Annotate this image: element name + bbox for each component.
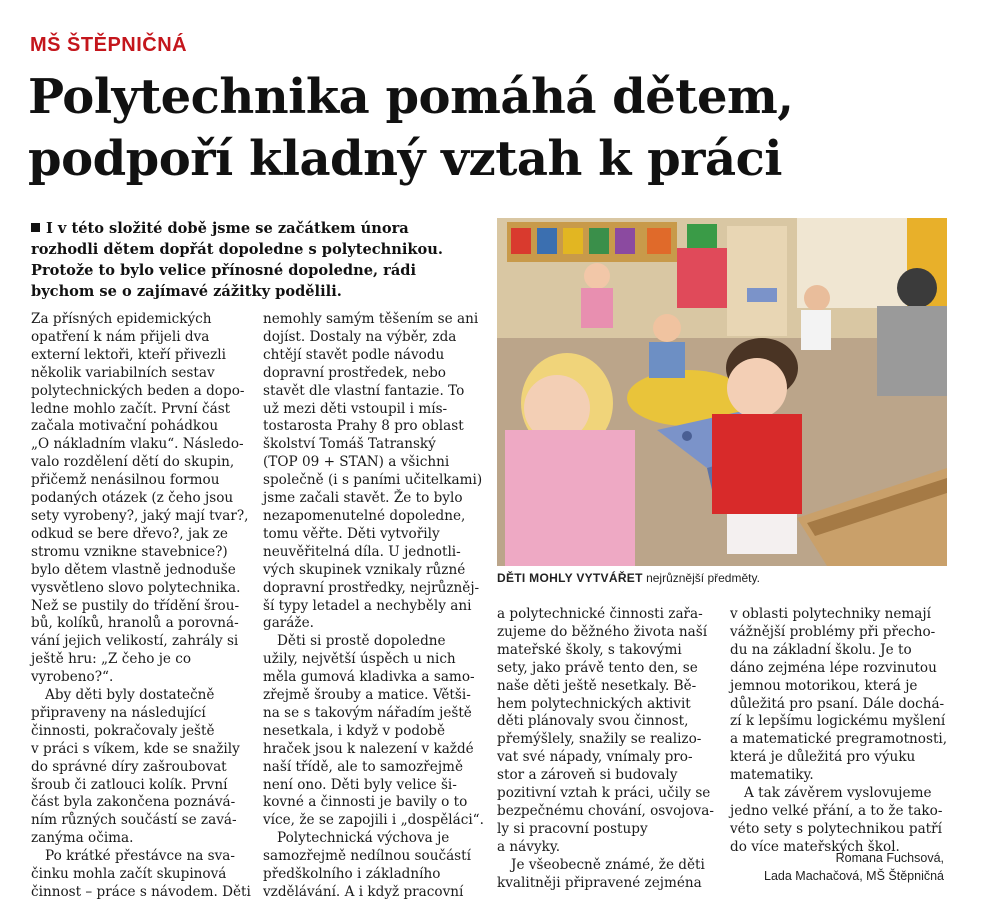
text-line: A tak závěrem vyslovujeme bbox=[744, 785, 932, 802]
headline-line-2: podpoří kladný vztah k práci bbox=[28, 131, 783, 187]
text-line: ly si pracovní postupy bbox=[497, 820, 648, 837]
text-line: garáže. bbox=[263, 615, 314, 632]
text-line: důležitá pro psaní. Dále dochá- bbox=[730, 695, 945, 712]
text-line: jsme začali stavět. Že to bylo bbox=[263, 490, 463, 507]
text-line: jemnou motorikou, která je bbox=[730, 677, 918, 694]
text-line: hraček jsou k nalezení v každé bbox=[263, 740, 474, 757]
text-line: ledne mohlo začít. První část bbox=[31, 400, 231, 417]
text-line: matematiky. bbox=[730, 767, 814, 784]
signature-line-1: Romana Fuchsová, bbox=[835, 851, 944, 865]
text-line: odkud se bere dřevo?, jak ze bbox=[31, 525, 228, 542]
text-line: naší třídě, ale to samozřejmě bbox=[263, 758, 463, 775]
text-line: školství Tomáš Tatranský bbox=[263, 436, 436, 453]
text-line: ještě hru: „Z čeho je co bbox=[31, 651, 192, 668]
text-line: kovné a činnosti je bavily o to bbox=[263, 794, 468, 811]
text-line: Za přísných epidemických bbox=[31, 311, 212, 327]
text-line: bů, kolíků, hranolů a porovná- bbox=[31, 615, 239, 632]
text-line: tomu věřte. Děti vytvořily bbox=[263, 525, 440, 542]
text-column-2 bbox=[263, 311, 483, 902]
text-line: stromu vznikne stavebnice?) bbox=[31, 543, 228, 560]
text-line: bezpečnému chování, osvojova- bbox=[497, 802, 714, 819]
text-line: Aby děti byly dostatečně bbox=[45, 687, 215, 704]
text-line: vyrobeno?“. bbox=[31, 669, 114, 686]
text-line: a návyky. bbox=[497, 838, 561, 855]
text-line: du na základní školu. Je to bbox=[730, 641, 912, 658]
text-column-4 bbox=[730, 606, 950, 857]
text-line: kvalitněji připravené zejména bbox=[497, 874, 702, 891]
text-line: chtějí stavět podle návodu bbox=[263, 346, 445, 363]
text-line: do více mateřských škol. bbox=[730, 838, 900, 855]
text-line: vat své nápady, vnímaly pro- bbox=[497, 749, 693, 766]
text-line: mateřské školy, s takovými bbox=[497, 641, 682, 658]
text-line: více, že se zapojili i „dospěláci“. bbox=[263, 812, 484, 829]
text-line: přemýšlely, snažily se realizo- bbox=[497, 731, 702, 748]
text-line: nezapomenutelné dopoledne, bbox=[263, 507, 466, 524]
text-line: ním různých součástí se zavá- bbox=[31, 812, 237, 829]
headline-line-1: Polytechnika pomáhá dětem, bbox=[28, 69, 794, 125]
lead-text: I v této složité době jsme se začátkem února rozhodli dětem dopřát dopoledne s polytechnikou. Protože to bylo velice přínosné dopoledne, rádi bychom se o zajímavé zážitky podělili. bbox=[31, 220, 443, 300]
article-lead bbox=[31, 218, 479, 302]
text-line: už mezi děti vstoupil i mís- bbox=[263, 400, 448, 417]
text-line: véto sety s polytechnikou patří bbox=[730, 820, 942, 837]
text-line: zřejmě šrouby a matice. Větši- bbox=[263, 687, 471, 704]
text-line: valo rozdělení dětí do skupin, bbox=[31, 454, 235, 471]
section-kicker: MŠ ŠTĚPNIČNÁ bbox=[30, 34, 188, 56]
text-line: Než se pustily do třídění šrou- bbox=[31, 597, 240, 614]
text-line: děti plánovaly svou činnost, bbox=[497, 713, 689, 730]
text-line: a matematické pregramotnosti, bbox=[730, 731, 948, 748]
text-line: vých skupinek vznikaly různé bbox=[263, 561, 466, 578]
text-line: samozřejmě nedílnou součástí bbox=[263, 848, 471, 865]
text-line: není ono. Děti byly velice ši- bbox=[263, 776, 457, 793]
text-line: dopravní prostředky, nejrůzněj- bbox=[263, 579, 480, 596]
text-line: Po krátké přestávce na sva- bbox=[45, 848, 235, 865]
article-photo bbox=[497, 218, 947, 566]
square-bullet-icon bbox=[31, 223, 40, 232]
signature-line-2: Lada Machačová, MŠ Štěpničná bbox=[764, 869, 944, 883]
text-line: sety vyrobeny?, jaký mají tvar?, bbox=[31, 507, 249, 524]
text-line: stavět dle vlastní fantazie. To bbox=[263, 382, 465, 399]
photo-caption bbox=[497, 571, 947, 585]
photo-illustration bbox=[497, 218, 947, 566]
text-column-1 bbox=[31, 311, 251, 902]
article-headline bbox=[28, 66, 968, 190]
text-line: společně (i s paními učitelkami) bbox=[263, 472, 483, 489]
text-line: jedno velké přání, a to že tako- bbox=[730, 802, 943, 819]
text-line: zujeme do běžného života naší bbox=[497, 623, 708, 640]
text-line: šroub či zatlouci kolík. První bbox=[31, 776, 228, 793]
text-line: část byla zakončena poznává- bbox=[31, 794, 236, 811]
text-line: připraveny na následující bbox=[31, 704, 206, 721]
text-line: do správné díry zašroubovat bbox=[31, 758, 227, 775]
text-line: nesetkala, i když v podobě bbox=[263, 722, 446, 739]
text-line: zí k lepšímu logickému myšlení bbox=[730, 713, 946, 730]
text-line: polytechnických beden a dopo- bbox=[31, 382, 245, 399]
text-line: bylo dětem vlastně jednoduše bbox=[31, 561, 236, 578]
text-line: stor a zároveň si budovaly bbox=[497, 767, 678, 784]
text-line: která je důležitá pro výuku bbox=[730, 749, 916, 766]
text-line: dojíst. Dostaly na výběr, zda bbox=[263, 328, 457, 345]
text-line: v práci s víkem, kde se snažily bbox=[31, 740, 240, 757]
text-line: dopravní prostředek, nebo bbox=[263, 364, 446, 381]
text-line: (TOP 09 + STAN) a všichni bbox=[263, 454, 450, 471]
text-line: vzdělávání. A i když pracovní bbox=[263, 884, 464, 900]
text-line: sety, jako právě tento den, se bbox=[497, 659, 698, 676]
text-line: a polytechnické činnosti zařa- bbox=[497, 606, 703, 622]
text-line: podaných otázek (z čeho jsou bbox=[31, 490, 234, 507]
text-line: naše děti ještě nesetkaly. Bě- bbox=[497, 677, 697, 694]
text-line: ší typy letadel a nechyběly ani bbox=[263, 597, 472, 614]
text-line: vysvětleno slovo polytechnika. bbox=[31, 579, 241, 596]
text-line: několik variabilních sestav bbox=[31, 364, 215, 381]
text-line: vání jejich velikostí, zahrály si bbox=[31, 633, 239, 650]
text-line: nemohly samým těšením se ani bbox=[263, 311, 479, 327]
text-line: tostarosta Prahy 8 pro oblast bbox=[263, 418, 464, 435]
text-line: opatření k nám přijeli dva bbox=[31, 328, 210, 345]
text-line: na se s takovým nářadím ještě bbox=[263, 704, 472, 721]
text-line: Děti si prostě dopoledne bbox=[277, 633, 446, 650]
text-line: dáno zejména lépe rozvinutou bbox=[730, 659, 937, 676]
text-line: měla gumová kladivka a samo- bbox=[263, 669, 475, 686]
caption-text: nejrůznější předměty. bbox=[646, 571, 760, 585]
text-line: činku mohla začít skupinová bbox=[31, 866, 227, 883]
text-line: zanýma očima. bbox=[31, 830, 134, 847]
text-column-3 bbox=[497, 606, 717, 893]
text-line: v oblasti polytechniky nemají bbox=[730, 606, 931, 622]
text-line: neuvěřitelná díla. U jednotli- bbox=[263, 543, 461, 560]
text-line: „O nákladním vlaku“. Následo- bbox=[31, 436, 244, 453]
text-line: předškolního i základního bbox=[263, 866, 441, 883]
text-line: vážnější problémy při přecho- bbox=[730, 623, 936, 640]
text-line: začala motivační pohádkou bbox=[31, 418, 219, 435]
text-line: pozitivní vztah k práci, učily se bbox=[497, 785, 711, 802]
text-line: přičemž nenásilnou formou bbox=[31, 472, 220, 489]
text-line: užily, největší úspěch u nich bbox=[263, 651, 456, 668]
text-line: Polytechnická výchova je bbox=[277, 830, 450, 847]
text-line: činnosti, pokračovaly ještě bbox=[31, 722, 215, 739]
text-line: činnost – práce s návodem. Děti bbox=[31, 884, 251, 900]
text-line: Je všeobecně známé, že děti bbox=[511, 856, 705, 873]
text-line: hem polytechnických aktivit bbox=[497, 695, 691, 712]
text-line: externí lektoři, kteří přivezli bbox=[31, 346, 226, 363]
caption-bold: DĚTI MOHLY VYTVÁŘET bbox=[497, 571, 643, 585]
